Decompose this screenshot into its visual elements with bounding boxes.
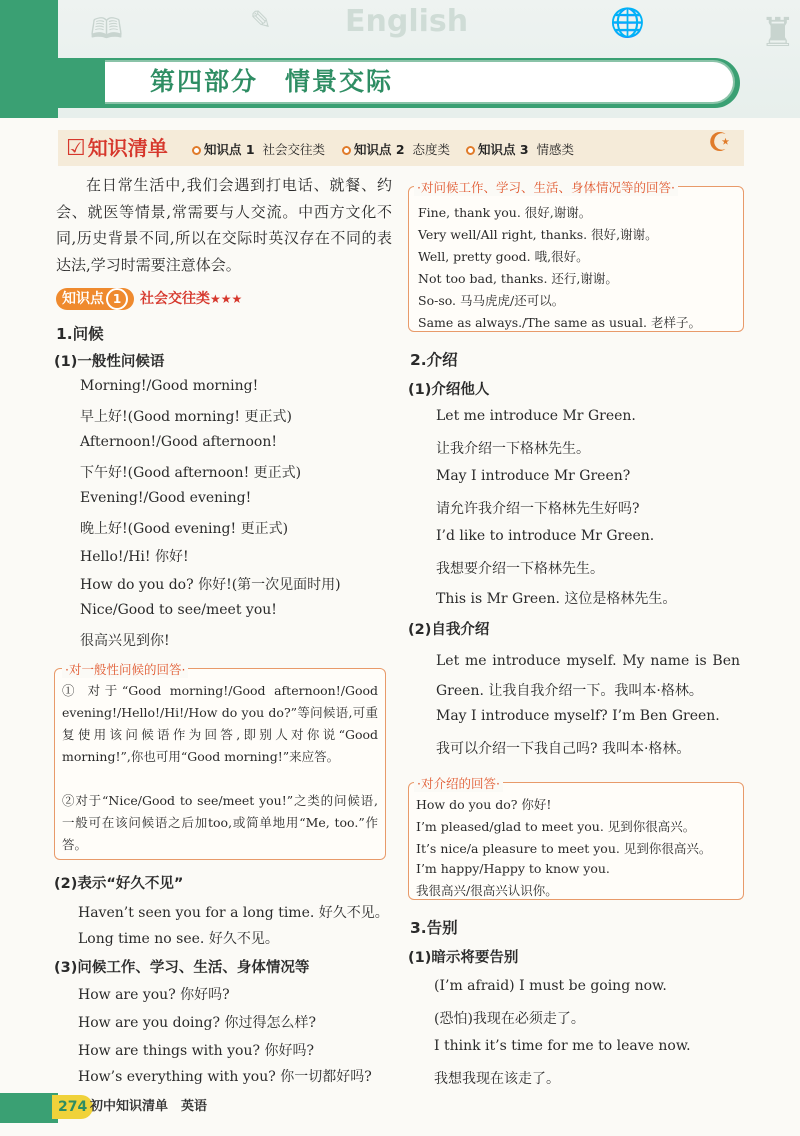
- greeting-line: Morning!/Good morning!: [80, 378, 259, 394]
- how-are-line: How are you doing? 你过得怎么样?: [78, 1015, 316, 1031]
- decor-tower-icon: ♜: [760, 10, 796, 56]
- long-time-line: Haven’t seen you for a long time. 好久不见。: [78, 905, 389, 921]
- general-greeting-answer-title: ·对一般性问候的回答·: [62, 660, 188, 678]
- part-title: 第四部分 情景交际: [150, 67, 394, 96]
- introduction-answer-line: It’s nice/a pleasure to meet you. 见到你很高兴。: [416, 841, 712, 856]
- intro-others-line: 我想要介绍一下格林先生。: [436, 561, 604, 577]
- farewell-line: 我想我现在该走了。: [434, 1071, 560, 1087]
- self-intro-line: May I introduce myself? I’m Ben Green.: [436, 708, 720, 724]
- decor-book-icon: 🕮: [90, 12, 124, 45]
- self-intro-line: 我可以介绍一下我自己吗? 我叫本·格林。: [436, 741, 691, 757]
- intro-others-line: I’d like to introduce Mr Green.: [436, 528, 655, 544]
- subsection-general-greetings: (1)一般性问候语: [54, 354, 165, 370]
- introduction-answer-line: I’m happy/Happy to know you.: [416, 861, 610, 876]
- intro-others-line: Let me introduce Mr Green.: [436, 408, 636, 424]
- greeting-line: Evening!/Good evening!: [80, 490, 252, 506]
- wellbeing-answer-line: Not too bad, thanks. 还行,谢谢。: [418, 271, 618, 286]
- greeting-line: Hello!/Hi! 你好!: [80, 549, 189, 565]
- bullet-icon: [192, 146, 201, 155]
- decor-pen-icon: ✎: [250, 6, 272, 36]
- self-intro-paragraph: Let me introduce myself. My name is Ben Green. 让我自我介绍一下。我叫本·格林。: [436, 653, 740, 699]
- introduction-answer-line: How do you do? 你好!: [416, 797, 552, 812]
- greeting-line: 很高兴见到你!: [80, 633, 170, 649]
- how-are-line: How are things with you? 你好吗?: [78, 1043, 314, 1059]
- introduction-answer-line: 我很高兴/很高兴认识你。: [416, 883, 558, 898]
- greeting-line: Nice/Good to see/meet you!: [80, 602, 277, 618]
- knowledge-point-tag: 知识点 1 社会交往类★★★: [56, 288, 242, 310]
- intro-others-line: May I introduce Mr Green?: [436, 468, 631, 484]
- wellbeing-answer-line: So-so. 马马虎虎/还可以。: [418, 293, 565, 308]
- subsection-long-time-no-see: (2)表示“好久不见”: [54, 876, 184, 892]
- farewell-line: (恐怕)我现在必须走了。: [434, 1011, 585, 1027]
- knowledge-bar-title: ☑ 知识清单: [66, 136, 168, 161]
- decor-globe-icon: 🌐: [610, 6, 645, 39]
- wellbeing-answer-line: Same as always./The same as usual. 老样子。: [418, 315, 701, 330]
- footer-bar: [0, 1093, 58, 1123]
- answer-note-2: ②对于“Nice/Good to see/meet you!”之类的问候语,一般可在该问候语之后加too,或简单地用“Me, too.”作答。: [62, 793, 378, 852]
- farewell-line: (I’m afraid) I must be going now.: [434, 978, 667, 994]
- knowledge-point-3: 知识点 3 情感类: [466, 140, 574, 158]
- greeting-line: Afternoon!/Good afternoon!: [80, 434, 277, 450]
- how-are-line: How’s everything with you? 你一切都好吗?: [78, 1069, 372, 1085]
- long-time-line: Long time no see. 好久不见。: [78, 931, 279, 947]
- bullet-icon: [342, 146, 351, 155]
- wellbeing-answer-line: Fine, thank you. 很好,谢谢。: [418, 205, 592, 220]
- decor-english-text: English: [345, 4, 469, 39]
- knowledge-point-2: 知识点 2 态度类: [342, 140, 450, 158]
- section-introduction-title: 2.介绍: [410, 351, 458, 369]
- greeting-line: 下午好!(Good afternoon! 更正式): [80, 465, 302, 481]
- knowledge-point-1: 知识点 1 社会交往类: [192, 140, 325, 158]
- greeting-line: 早上好!(Good morning! 更正式): [80, 409, 292, 425]
- subsection-introducing-others: (1)介绍他人: [408, 382, 490, 398]
- section-greeting-title: 1.问候: [56, 325, 104, 343]
- how-are-line: How are you? 你好吗?: [78, 987, 230, 1003]
- answer-note-1: ① 对于“Good morning!/Good afternoon!/Good evening!/Hello!/Hi!/How do you do?”等问候语,可重复使用该问候语作为回答,即别人对你说“Good morning!”,你也可用“Good morning!”来应答。: [62, 683, 378, 764]
- intro-others-line: 让我介绍一下格林先生。: [436, 441, 590, 457]
- section-farewell-title: 3.告别: [410, 919, 458, 937]
- checkbox-icon: ☑: [66, 136, 86, 161]
- intro-others-line: 请允许我介绍一下格林先生好吗?: [436, 501, 640, 517]
- greeting-line: 晚上好!(Good evening! 更正式): [80, 521, 289, 537]
- greeting-line: How do you do? 你好!(第一次见面时用): [80, 577, 341, 593]
- subsection-asking-wellbeing: (3)问候工作、学习、生活、身体情况等: [54, 960, 310, 976]
- bullet-icon: [466, 146, 475, 155]
- introduction-answer-title: ·对介绍的回答·: [414, 774, 503, 792]
- decor-swirl-icon: ☪: [708, 128, 732, 158]
- wellbeing-answer-title: ·对问候工作、学习、生活、身体情况等的回答·: [414, 178, 678, 196]
- intro-others-line: This is Mr Green. 这位是格林先生。: [436, 591, 677, 607]
- header-left-block: [0, 0, 58, 118]
- subsection-self-introduction: (2)自我介绍: [408, 622, 490, 638]
- footer-book-title: 初中知识清单 英语: [90, 1099, 208, 1114]
- intro-paragraph: 在日常生活中,我们会遇到打电话、就餐、约会、就医等情景,常需要与人交流。中西方文化不同,历史背景不同,所以在交际时英汉存在不同的表达法,学习时需要注意体会。: [56, 176, 392, 274]
- subsection-hinting-farewell: (1)暗示将要告别: [408, 950, 519, 966]
- wellbeing-answer-line: Very well/All right, thanks. 很好,谢谢。: [418, 227, 658, 242]
- wellbeing-answer-line: Well, pretty good. 哦,很好。: [418, 249, 589, 264]
- farewell-line: I think it’s time for me to leave now.: [434, 1038, 691, 1054]
- page-number: 274: [52, 1095, 93, 1119]
- introduction-answer-line: I’m pleased/glad to meet you. 见到你很高兴。: [416, 819, 696, 834]
